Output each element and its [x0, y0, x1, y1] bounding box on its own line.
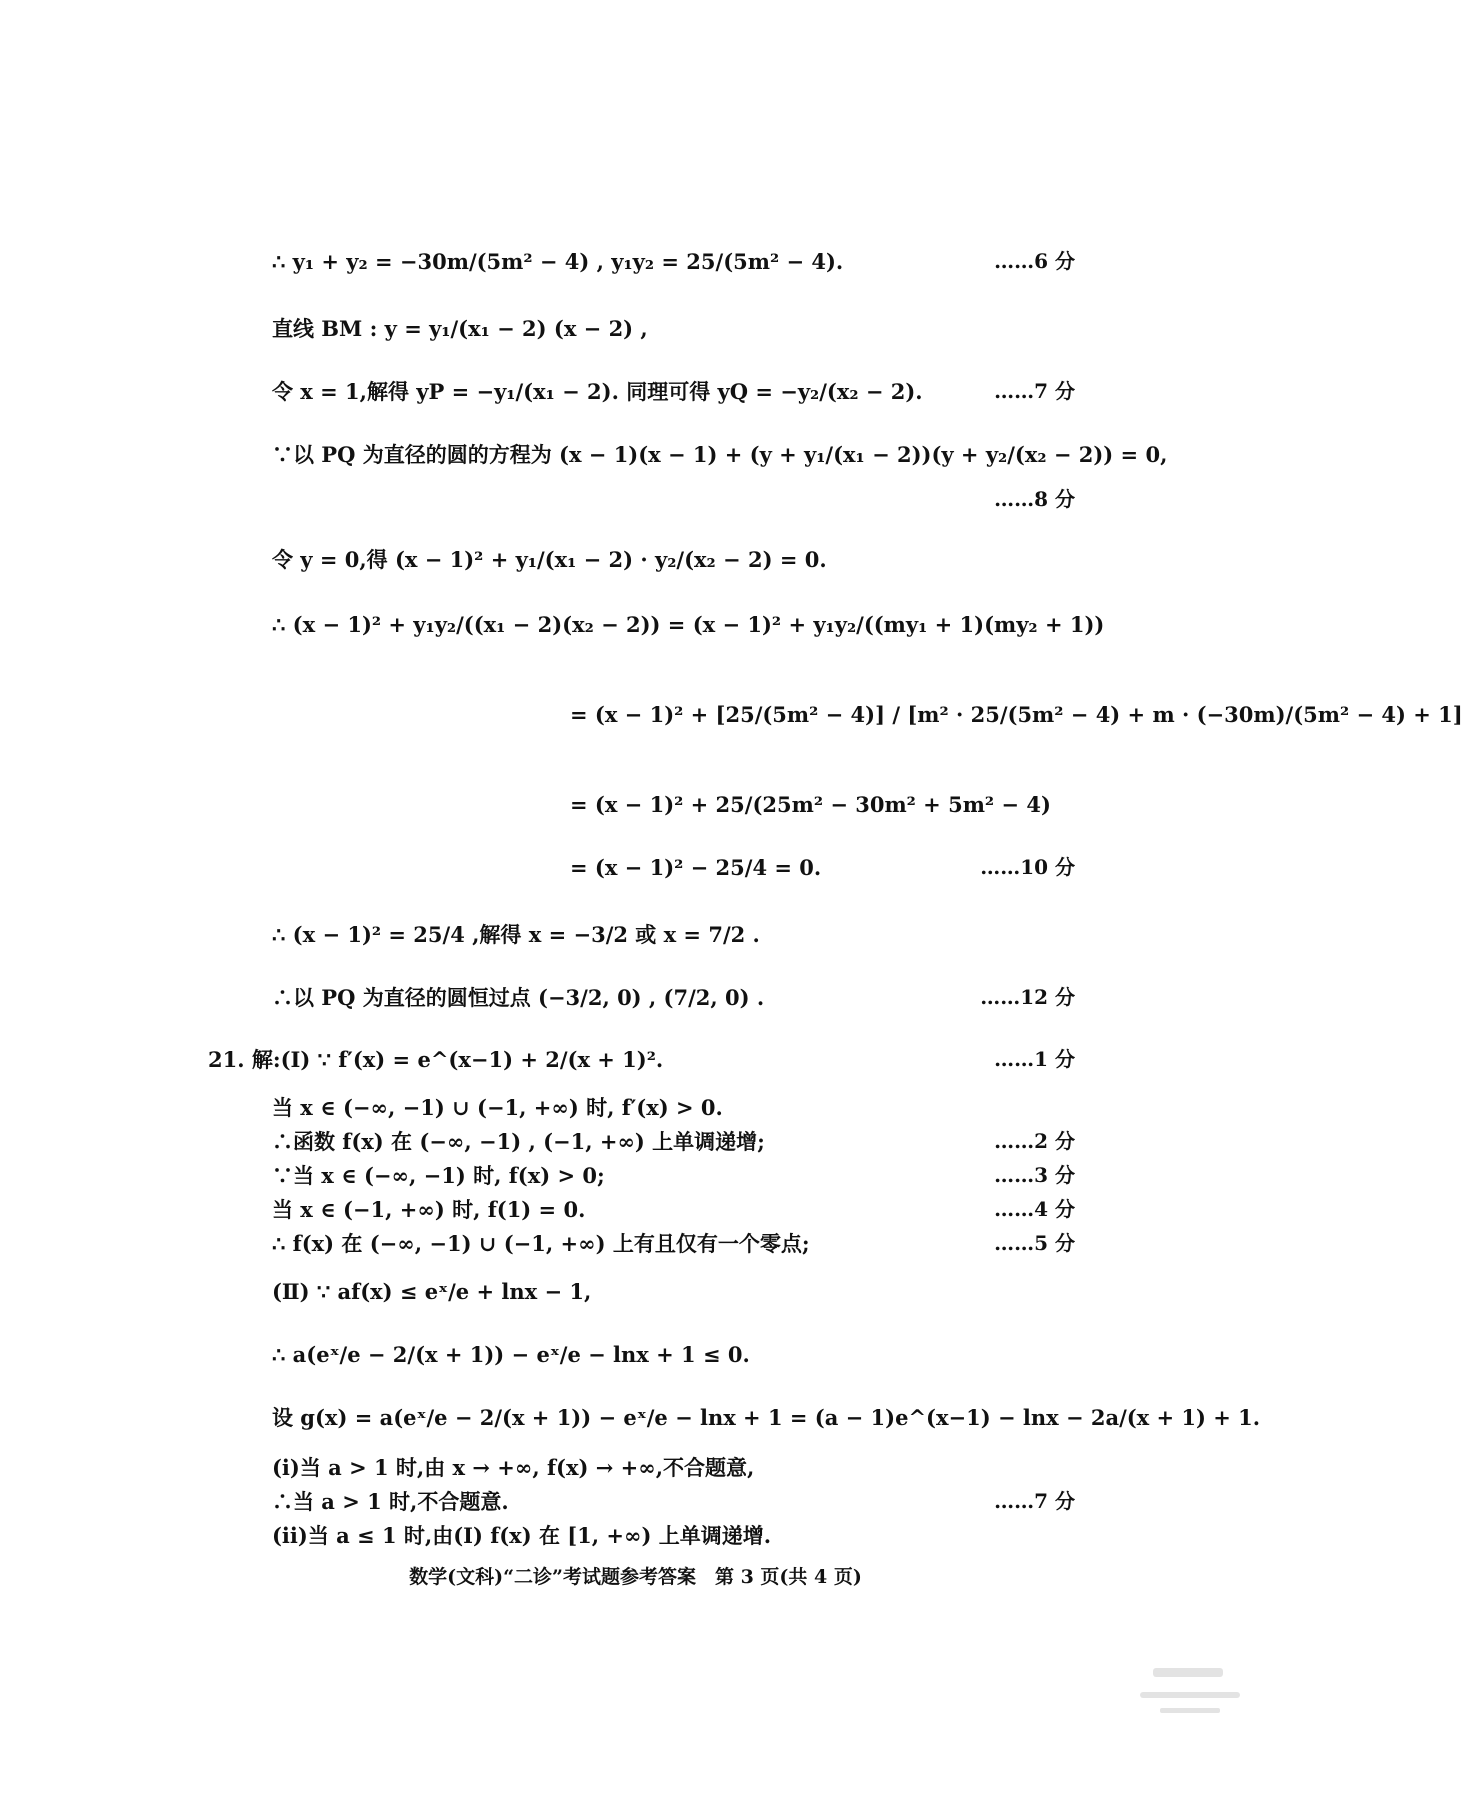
- solution-line: 21. 解:(Ⅰ) ∵ f′(x) = e^(x−1) + 2/(x + 1)².: [208, 1047, 664, 1072]
- solution-line: 直线 BM : y = y₁/(x₁ − 2) (x − 2) ,: [272, 316, 648, 341]
- scan-watermark-icon: [1135, 1660, 1245, 1730]
- solution-line: ∵以 PQ 为直径的圆的方程为 (x − 1)(x − 1) + (y + y₁/(x₁ − 2))(y + y₂/(x₂ − 2)) = 0,: [272, 442, 1168, 467]
- solution-line: ∵当 x ∈ (−∞, −1) 时, f(x) > 0;: [272, 1163, 605, 1188]
- solution-line: 当 x ∈ (−1, +∞) 时, f(1) = 0.: [272, 1197, 586, 1222]
- solution-line: (i)当 a > 1 时,由 x → +∞, f(x) → +∞,不合题意,: [272, 1455, 755, 1480]
- solution-line: (Ⅱ) ∵ af(x) ≤ eˣ/e + lnx − 1,: [272, 1279, 592, 1304]
- solution-line: ∴以 PQ 为直径的圆恒过点 (−3/2, 0) , (7/2, 0) .: [272, 985, 765, 1010]
- score-marker: ……1 分: [994, 1047, 1075, 1071]
- solution-line: = (x − 1)² + [25/(5m² − 4)] / [m² · 25/(5m² − 4) + m · (−30m)/(5m² − 4) + 1]: [570, 702, 1463, 727]
- score-marker: ……6 分: [994, 249, 1075, 273]
- score-marker: ……7 分: [994, 1489, 1075, 1513]
- solution-line: ∴ f(x) 在 (−∞, −1) ∪ (−1, +∞) 上有且仅有一个零点;: [272, 1231, 810, 1256]
- solution-line: = (x − 1)² − 25/4 = 0.: [570, 855, 822, 880]
- solution-line: ∴ y₁ + y₂ = −30m/(5m² − 4) , y₁y₂ = 25/(5m² − 4).: [272, 249, 844, 274]
- solution-line: ∴函数 f(x) 在 (−∞, −1) , (−1, +∞) 上单调递增;: [272, 1129, 765, 1154]
- score-marker: ……10 分: [980, 855, 1075, 879]
- solution-line: (ii)当 a ≤ 1 时,由(Ⅰ) f(x) 在 [1, +∞) 上单调递增.: [272, 1523, 772, 1548]
- solution-line: ∴当 a > 1 时,不合题意.: [272, 1489, 509, 1514]
- page-footer: 数学(文科)“二诊”考试题参考答案 第 3 页(共 4 页): [409, 1566, 862, 1588]
- score-marker: ……3 分: [994, 1163, 1075, 1187]
- score-marker: ……12 分: [980, 985, 1075, 1009]
- solution-line: ∴ a(eˣ/e − 2/(x + 1)) − eˣ/e − lnx + 1 ≤ 0.: [272, 1342, 750, 1367]
- solution-line: 令 x = 1,解得 yP = −y₁/(x₁ − 2). 同理可得 yQ = −y₂/(x₂ − 2).: [272, 379, 923, 404]
- solution-line: = (x − 1)² + 25/(25m² − 30m² + 5m² − 4): [570, 792, 1051, 817]
- solution-line: ∴ (x − 1)² = 25/4 ,解得 x = −3/2 或 x = 7/2 .: [272, 922, 760, 947]
- solution-line: 令 y = 0,得 (x − 1)² + y₁/(x₁ − 2) · y₂/(x₂ − 2) = 0.: [272, 547, 827, 572]
- score-marker: ……8 分: [994, 487, 1075, 511]
- score-marker: ……5 分: [994, 1231, 1075, 1255]
- score-marker: ……4 分: [994, 1197, 1075, 1221]
- score-marker: ……7 分: [994, 379, 1075, 403]
- solution-line: ∴ (x − 1)² + y₁y₂/((x₁ − 2)(x₂ − 2)) = (x − 1)² + y₁y₂/((my₁ + 1)(my₂ + 1)): [272, 612, 1105, 637]
- solution-line: 设 g(x) = a(eˣ/e − 2/(x + 1)) − eˣ/e − lnx + 1 = (a − 1)e^(x−1) − lnx − 2a/(x + 1) + 1.: [272, 1405, 1261, 1430]
- solution-line: 当 x ∈ (−∞, −1) ∪ (−1, +∞) 时, f′(x) > 0.: [272, 1095, 723, 1120]
- score-marker: ……2 分: [994, 1129, 1075, 1153]
